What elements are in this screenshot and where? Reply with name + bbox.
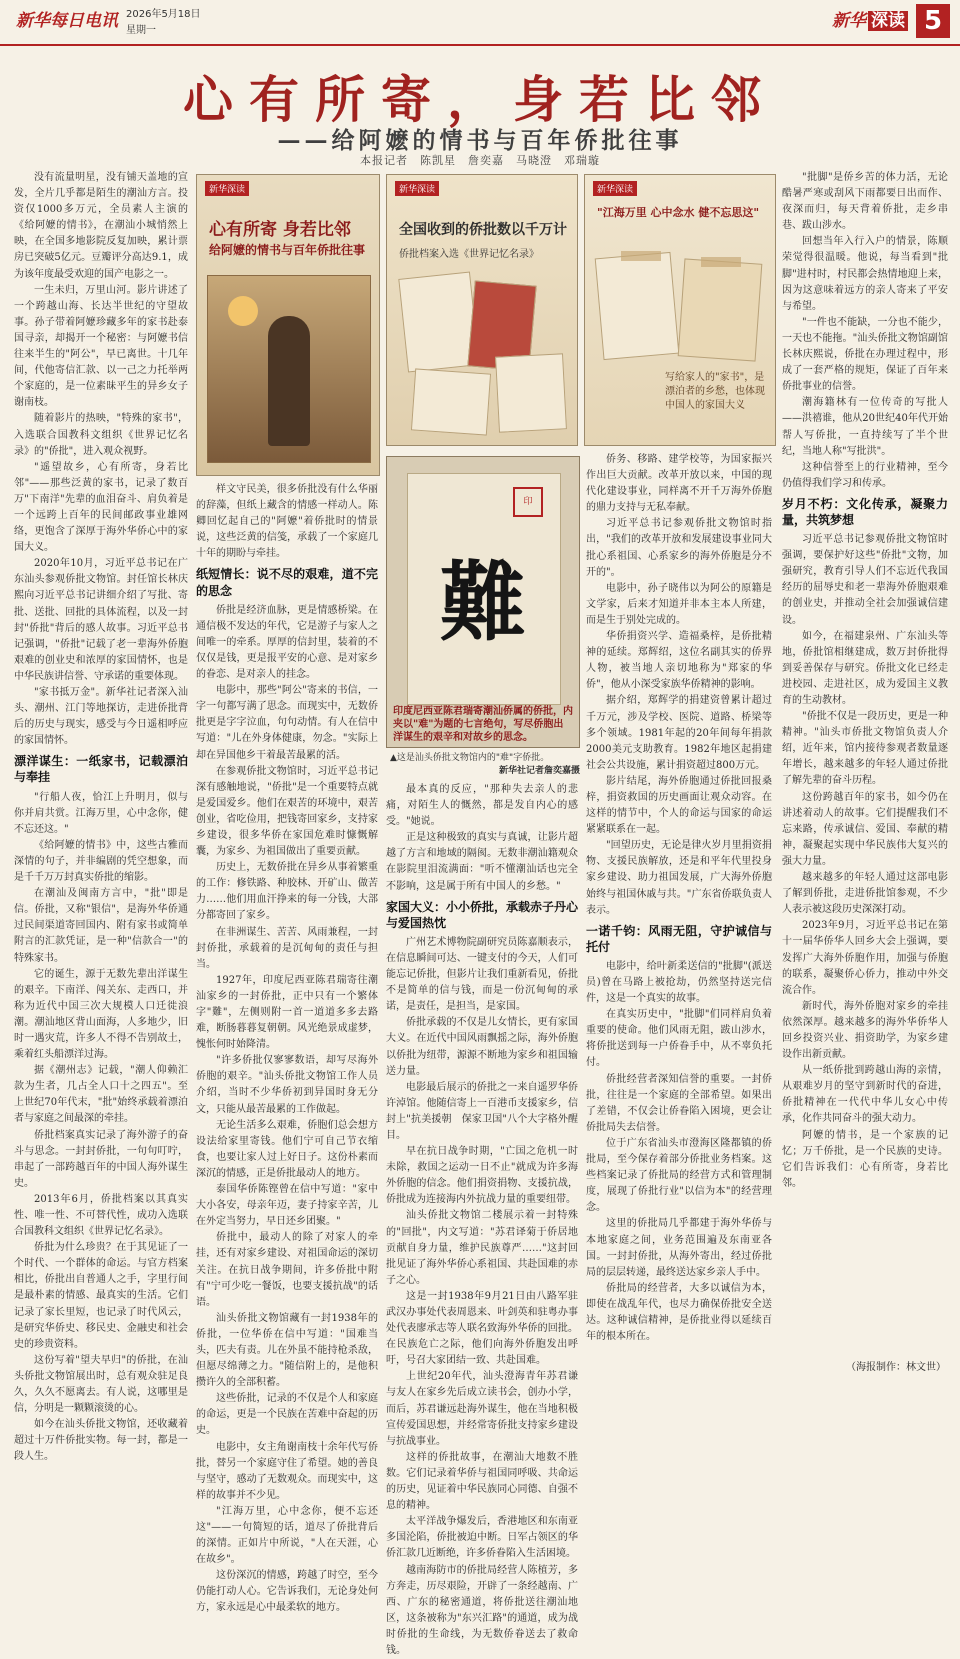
section-heading: 岁月不朽：文化传承，凝聚力量，共筑梦想: [782, 496, 948, 528]
poster-card-3: [584, 174, 776, 446]
paragraph: 在潮汕及闽南方言中，"批"即是信。侨批，又称"银信"，是海外华侨通过民间渠道寄回国内、附有家书或简单附言的汇款凭证，是一种"信款合一"的特殊家书。: [14, 886, 188, 966]
poster-card-2: [386, 174, 578, 446]
paragraph: 新时代，海外侨胞对家乡的牵挂依然深厚。越来越多的海外华侨华人回乡投资兴业、捐资助学，为家乡建设作出新贡献。: [782, 999, 948, 1063]
paragraph: 这份跨越百年的家书，如今仍在讲述着动人的故事。它们提醒我们不忘来路，传承诚信、爱国、奉献的精神，凝聚起实现中华民族伟大复兴的强大力量。: [782, 790, 948, 870]
article-column-5: [782, 170, 948, 1354]
paragraph: "批脚"是侨乡苦的体力活，无论酷暑严寒或刮风下雨都要日出而作、夜深而归，每天背着侨批，走乡串巷、跋山涉水。: [782, 170, 948, 234]
paragraph: 华侨捐资兴学、造福桑梓，是侨批精神的延续。郑辉绍，这位名副其实的侨界人物，被当地人亲切地称为"郑家的华侨"，他从小深受家族华侨精神的影响。: [586, 629, 772, 693]
paragraph: 侨批是经济血脉，更是情感桥梁。在通信极不发达的年代，它是游子与家人之间唯一的牵系。厚厚的信封里，装着的不仅仅是钱，更是报平安的心意、是对家乡的眷恋、是对亲人的挂念。: [196, 603, 378, 683]
article-column-1: [14, 170, 188, 1370]
paragraph: 泰国华侨陈铿曾在信中写道："家中大小各安，母亲年迈，妻子持家辛苦，儿在外定当努力，早日还乡团聚。": [196, 1182, 378, 1230]
paragraph: "一件也不能缺，一分也不能少，一天也不能拖。"汕头侨批文物馆副馆长林庆熙说，侨批在办理过程中，形成了一套严格的规矩，保证了百年来侨批事业的信誉。: [782, 315, 948, 395]
paragraph: 样文守民美，很多侨批没有什么华丽的辞藻，但纸上藏含的情感一样动人。陈卿回忆起自己的"阿嬷"着侨批时的情景说，这些泛黄的信笺，承载了一个家庭几十年的期盼与牵挂。: [196, 482, 378, 562]
paragraph: 2013年6月，侨批档案以其真实性、唯一性、不可替代性，成功入选联合国教科文组织《世界记忆名录》。: [14, 1192, 188, 1240]
paragraph: 随着影片的热映，"特殊的家书"，入选联合国教科文组织《世界记忆名录》的"侨批"，进入观众视野。: [14, 411, 188, 459]
poster-slogan: "江海万里 心中念水 健不忘思这": [597, 205, 765, 221]
section-heading: 一诺千钧：风雨无阻，守护诚信与托付: [586, 923, 772, 955]
byline: 本报记者 陈凯星 詹奕嘉 马晓澄 邓瑞璇: [0, 152, 960, 168]
paragraph: 它的诞生，源于无数先辈出洋谋生的艰辛。下南洋、闯关东、走西口，并称为近代中国三次大规模人口迁徙浪潮。潮汕地区背山面海，人多地少，旧时一遇灾荒，许多人不得不告别故土，乘着红头船漂洋过海。: [14, 967, 188, 1064]
paragraph: 侨批局的经营者，大多以诚信为本，即使在战乱年代，也尽力确保侨批安全送达。这种诚信精神，是侨批业得以延续百年的根本所在。: [586, 1281, 772, 1345]
issue-weekday: 星期一: [126, 21, 156, 36]
paragraph: 太平洋战争爆发后，香港地区和东南亚多国沦陷，侨批被迫中断。日军占领区的华侨汇款几近断绝，许多侨眷陷入生活困境。: [386, 1514, 578, 1562]
paragraph: 正是这种极致的真实与真诚，让影片超越了方言和地域的隔阂。无数非潮汕籍观众在影院里泪流满面："听不懂潮汕话也完全不影响，这是属于所有中国人的乡愁。": [386, 830, 578, 894]
paragraph: 这是一封1938年9月21日由八路军驻武汉办事处代表周恩来、叶剑英和驻粤办事处代表廖承志等人联名致海外华侨的回批。在民族危亡之际，他们向海外侨胞发出呼吁，号召大家团结一致、共赴国难。: [386, 1289, 578, 1369]
paragraph: "遥望故乡，心有所寄，身若比邻"——那些泛黄的家书，记录了数百万"下南洋"先辈的血泪奋斗、肩负着是一个远跨上百年的民间邮政事业雄网络，更饱含了深厚于海外华侨心中的家国大义。: [14, 460, 188, 557]
qiaopi-character: 難: [417, 533, 549, 657]
paragraph: 上世纪20年代，汕头澄海青年苏君谦与友人在家乡先后成立读书会，创办小学，而后，苏君谦远赴海外谋生，他在当地积极宣传爱国思想，并经常寄侨批支持家乡建设与抗战事业。: [386, 1369, 578, 1449]
paragraph: 在真实历史中，"批脚"们同样肩负着重要的使命。他们风雨无阻，跋山涉水，将侨批送到每一户侨眷手中，从不辜负托付。: [586, 1007, 772, 1071]
poster-subtitle: 给阿嬷的情书与百年侨批往事: [209, 241, 365, 258]
paragraph: 位于广东省汕头市澄海区隆都镇的侨批局，至今保存着部分侨批业务档案。这些档案记录了侨批局的经营方式和管理制度，展现了侨批行业"以信为本"的经营理念。: [586, 1136, 772, 1216]
photo-caption: ▲这是汕头侨批文物馆内的"难"字侨批。: [390, 750, 580, 763]
paragraph: "行船人夜，恰江上升明月，似与你并肩共赏。江海万里，心中念你，健不忘还这。": [14, 790, 188, 838]
poster-title: 全国收到的侨批数以千万计: [399, 219, 567, 239]
envelope-illustration: [495, 353, 567, 432]
paragraph: 汕头侨批文物馆二楼展示着一封特殊的"回批"，内文写道："苏君译菊于侨居地贡献自身力量，维护民族尊严……"这封回批见证了海外华侨心系祖国、共赴国难的赤子之心。: [386, 1208, 578, 1288]
paragraph: 电影最后展示的侨批之一来自遥罗华侨许淖馆。他随信寄上一百港币支援家乡，信封上"抗美援朝 保家卫国"八个大字格外醒目。: [386, 1080, 578, 1144]
paragraph: "回望历史，无论是律火岁月里捐资捐物、支援民族解放，还是和平年代里投身家乡建设、助力祖国发展，广大海外侨胞始终与祖国休戚与共。"广东省侨联负责人表示。: [586, 838, 772, 918]
section-heading: 漂洋谋生：一纸家书，记载漂泊与奉挂: [14, 753, 188, 785]
paragraph: 电影中，那些"阿公"寄来的书信，一字一句都写满了思念。而现实中，无数侨批更是字字泣血，句句动情。有人在信中写道："儿在外身体健康，勿念。"实际上却在异国他乡干着最苦最累的活。: [196, 683, 378, 763]
figure-silhouette: [268, 316, 310, 446]
paragraph: 习近平总书记参观侨批文物馆时强调，要保护好这些"侨批"文物，加强研究，教育引导人们不忘近代我国经历的屈辱史和老一辈海外侨胞艰难的创业史，并推动全社会加强诚信建设。: [782, 532, 948, 629]
article-column-3: [386, 782, 578, 1370]
paragraph: 历史上，无数侨批在异乡从事着繁重的工作：修铁路、种胶林、开矿山、做苦力……他们用血汗挣来的每一分钱，大部分都寄回了家乡。: [196, 860, 378, 924]
paragraph: "家书抵万金"。新华社记者深入汕头、潮州、江门等地探访，走进侨批背后的历史与现实，感受与今日遥相呼应的家国情怀。: [14, 685, 188, 749]
paragraph: 汕头侨批文物馆藏有一封1938年的侨批，一位华侨在信中写道："国难当头，匹夫有责。儿在外虽不能持枪杀敌，但愿尽绵薄之力。"随信附上的，是他积攒许久的全部积蓄。: [196, 1311, 378, 1391]
poster-illustration: [207, 275, 371, 463]
section-heading: 纸短情长：说不尽的艰难，道不完的思念: [196, 566, 378, 598]
paragraph: 2020年10月，习近平总书记在广东汕头参观侨批文物馆。封任馆长林庆熙向习近平总书记讲细介绍了写批、寄批、送批、回批的具体流程，以及一封封"侨批"背后的感人故事。习近平总书记强调，"侨批"记载了老一辈海外侨胞艰难的创业史和浓厚的家国情怀，也是中华民族讲信誉、守承诺的重要体现。: [14, 556, 188, 685]
poster-caption: 写给家人的"家书"，是漂泊者的乡愁，也体现中国人的家国大义: [665, 371, 765, 413]
paragraph: 侨批承载的不仅是儿女情长，更有家国大义。在近代中国风雨飘摇之际，海外侨胞以侨批为纽带，源源不断地为家乡和祖国输送力量。: [386, 1015, 578, 1079]
article-column-2: [196, 482, 378, 1370]
letter-illustration: [678, 258, 763, 361]
paragraph: 回想当年入行入户的情景，陈顺荣觉得很温暖。他说，每当看到"批脚"进村时，村民都会热情地迎上来，因为这意味着远方的亲人寄来了平安与希望。: [782, 234, 948, 314]
photo-inner-caption: 印度尼西亚陈君瑞寄潮汕侨属的侨批，内夹以"难"为题的七言绝句，写尽侨胞出洋谋生的艰辛和对故乡的思念。: [393, 705, 573, 744]
paragraph: 早在抗日战争时期，"亡国之危机一时未除，救国之运动一日不止"就成为许多海外侨胞的信念。他们捐资捐物、支援抗战，侨批成为连接海内外抗战力量的重要纽带。: [386, 1144, 578, 1208]
headline-subtitle: ——给阿嬷的情书与百年侨批往事: [0, 122, 960, 155]
paragraph: 电影中，女主角谢南枝十余年代写侨批，替另一个家庭守住了希望。她的善良与坚守，感动了无数观众。而现实中，这样的故事并不少见。: [196, 1440, 378, 1504]
tape-strip: [621, 251, 661, 261]
paragraph: 《给阿嬷的情书》中，这些古雅而深情的句子，并非编剧的凭空想象，而是千千万万封真实侨批的缩影。: [14, 838, 188, 886]
paragraph: 越来越多的年轻人通过这部电影了解到侨批，走进侨批馆参观，不少人表示被这段历史深深打动。: [782, 870, 948, 918]
poster-tag: 新华深读: [205, 181, 249, 196]
editor-credit: （海报制作：林文世）: [846, 1358, 946, 1373]
paragraph: "许多侨批仅寥寥数语，却写尽海外侨胞的艰辛。"汕头侨批文物馆工作人员介绍，当时不少华侨初到异国时身无分文，只能从最苦最累的工作做起。: [196, 1053, 378, 1117]
issue-date: 2026年5月18日: [126, 5, 201, 20]
paragraph: "江海万里，心中念你，便不忘还这"——一句简短的话，道尽了侨批背后的深情。正如片中所说，"人在天涯，心在故乡"。: [196, 1504, 378, 1568]
paragraph: 侨务、移路、建学校等，为国家振兴作出巨大贡献。改革开放以来，中国的现代化建设事业，同样离不开千万海外侨胞的鼎力支持与无私奉献。: [586, 452, 772, 516]
poster-tag: 新华深读: [593, 181, 637, 196]
paragraph: 习近平总书记参观侨批文物馆时指出，"我们的改革开放和发展建设事业同大批心系祖国、心系家乡的海外侨胞是分不开的"。: [586, 516, 772, 580]
envelope-illustration: [411, 368, 491, 435]
poster-tag: 新华深读: [395, 181, 439, 196]
paragraph: 在非洲谋生、苦苦、风雨兼程，一封封侨批，承载着的是沉甸甸的责任与担当。: [196, 925, 378, 973]
paragraph: 这份写着"望夫早归"的侨批，在汕头侨批文物馆展出时，总有观众驻足良久，久久不愿离去。有人说，这哪里是信，分明是一颗颗滚烫的心。: [14, 1353, 188, 1417]
paragraph: 这里的侨批局几乎都建于海外华侨与本地家庭之间，业务范围遍及东南亚各国。一封封侨批，从海外寄出，经过侨批局的层层转递，最终送达家乡亲人手中。: [586, 1216, 772, 1280]
section-brand-right: 深读: [868, 11, 908, 31]
paragraph: 侨批为什么珍贵？在于其见证了一个时代、一个群体的命运。与官方档案相比，侨批出自普通人之手，字里行间是最朴素的情感、最真实的生活。它们记录了家长里短，也记录了时代风云，是研究华侨史、移民史、金融史和社会史的珍贵资料。: [14, 1240, 188, 1353]
paragraph: 影片结尾，海外侨胞通过侨批回报桑梓，捐资救国的历史画面让观众动容。在这样的情节中，个人的命运与国家的命运紧紧联系在一起。: [586, 774, 772, 838]
paragraph: 没有流量明星，没有铺天盖地的宣发，全片几乎都是陌生的潮汕方言。投资仅1000多万元，全员素人主演的《给阿嬷的情书》，在潮汕小城悄然上映，在全国多地影院反复加映，累计票房已突破5亿元。豆瓣评分高达9.1，成为该年度最受欢迎的国产电影之一。: [14, 170, 188, 283]
paragraph: 1927年，印度尼西亚陈君瑞寄往潮汕家乡的一封侨批，正中只有一个繁体字"難"，左侧则附一首一道道多多去路难，断肠暮暮复朝朝。风光绝景成虚梦，愧怅何时始降清。: [196, 973, 378, 1053]
masthead: [0, 0, 960, 46]
headline-title: 心有所寄，身若比邻: [0, 60, 960, 132]
paragraph: 广州艺术博物院副研究员陈嘉顺表示，在信息瞬间可达、一键支付的今天，人们可能忘记侨批，但影片让我们重新看见，侨批不是简单的信与钱，而是一份沉甸甸的承诺，是责任，是担当，是家国。: [386, 935, 578, 1015]
paragraph: 越南海防市的侨批局经营人陈植芳，多方奔走，历尽艰险，开辟了一条经越南、广西、广东的秘密通道，将侨批送往潮汕地区，这条被称为"东兴汇路"的通道，成为战时侨批的生命线，为无数侨眷送去了救命钱。: [386, 1563, 578, 1659]
paragraph: 2023年9月，习近平总书记在第十一届华侨华人回乡大会上强调，要发挥广大海外侨胞作用，加强与侨胞的联系，凝聚侨心侨力，推动中外交流合作。: [782, 918, 948, 998]
poster-card-1: [196, 174, 380, 476]
paragraph: 这些侨批，记录的不仅是个人和家庭的命运，更是一个民族在苦难中奋起的历史。: [196, 1391, 378, 1439]
paragraph: 电影中，给叶新柔送信的"批脚"(派送员)曾在马路上被抢劫，仍然坚持送完信件，这是一个真实的故事。: [586, 959, 772, 1007]
poster-subtitle: 侨批档案入选《世界记忆名录》: [399, 245, 539, 260]
paragraph: "侨批不仅是一段历史，更是一种精神。"汕头市侨批文物馆负责人介绍，近年来，馆内接待参观者数量逐年增长，越来越多的年轻人通过侨批了解先辈的奋斗历程。: [782, 709, 948, 789]
section-heading: 家国大义：小小侨批，承载赤子丹心与爱国热忱: [386, 899, 578, 931]
paragraph: 如今在汕头侨批文物馆，还收藏着超过十万件侨批实物。每一封，都是一段人生。: [14, 1417, 188, 1465]
paragraph: 据《潮州志》记载，"潮人仰赖汇款为生者，几占全人口十之四五"。至上世纪70年代末，"批"始终承载着漂泊者与家庭之间最深的牵挂。: [14, 1063, 188, 1127]
paragraph: 如今，在福建泉州、广东汕头等地，侨批馆相继建成，数万封侨批得到妥善保存与研究。侨批文化已经走进校园、走进社区，成为爱国主义教育的生动教材。: [782, 629, 948, 709]
lamp-glow: [228, 296, 258, 326]
paragraph: 侨批档案真实记录了海外游子的奋斗与思念。一封封侨批，一句句叮咛，串起了一部跨越百年的中国人海外谋生史。: [14, 1128, 188, 1192]
paragraph: 最本真的反应，"那种失去亲人的悲痛，对陌生人的慨然，都是发自内心的感受。"她说。: [386, 782, 578, 830]
article-column-4: [586, 452, 772, 1370]
paragraph: 这样的侨批故事，在潮汕大地数不胜数。它们记录着华侨与祖国同呼吸、共命运的历史，见证着中华民族同心同德、自强不息的精神。: [386, 1450, 578, 1514]
paragraph: 一生未归，万里山河。影片讲述了一个跨越山海、长达半世纪的守望故事。孙子带着阿嬷珍藏多年的家书赴泰国寻亲，却揭开一个秘密：与阿嬷书信往来半生的"阿公"，早已离世。十几年间，代他寄信汇款、以一己之力托举两个家庭的，是一位素昧平生的异乡女子谢南枝。: [14, 283, 188, 412]
page-number: 5: [916, 4, 950, 38]
paragraph: 侨批中，最动人的除了对家人的牵挂，还有对家乡建设、对祖国命运的深切关注。在抗日战争期间，许多侨批中附有"宁可少吃一餐饭，也要支援抗战"的话语。: [196, 1230, 378, 1310]
section-brand-left: 新华: [832, 11, 866, 31]
section-brand: [832, 6, 908, 31]
newspaper-name: 新华每日电讯: [16, 6, 118, 31]
paragraph: 这种信誉至上的行业精神，至今仍值得我们学习和传承。: [782, 460, 948, 492]
paragraph: 潮海籍林有一位传奇的写批人——洪禧谁，他从20世纪40年代开始帮人写侨批，一直持续写了半个世纪，当地人称"写批洪"。: [782, 395, 948, 459]
photo-credit: 新华社记者詹奕嘉摄: [470, 763, 580, 776]
paragraph: 这份深沉的情感，跨越了时空，至今仍能打动人心。它告诉我们，无论身处何方，家永远是心中最柔软的地方。: [196, 1568, 378, 1616]
paragraph: 在参观侨批文物馆时，习近平总书记深有感触地说，"侨批"是一个重要特点就是爱国爱乡。他们在艰苦的环境中，艰苦创业，省吃俭用，把钱寄回家乡，支持家乡建设，很多华侨在家国危难时慷慨解囊，为家乡、为祖国做出了重要贡献。: [196, 764, 378, 861]
paragraph: 侨批经营者深知信誉的重要。一封侨批，往往是一个家庭的全部希望。如果出了差错，不仅会让侨眷陷入困境，更会让侨批局失去信誉。: [586, 1072, 772, 1136]
paragraph: 电影中，孙子晓伟以为阿公的原籍是文学家，后来才知道并非本主本人所建，而是生于别处完成的。: [586, 581, 772, 629]
paragraph: 无论生活多么艰难，侨胞们总会想方设法给家里寄钱。他们宁可自己节衣缩食，也要让家人过上好日子。这份朴素而深沉的情感，正是侨批最动人的地方。: [196, 1118, 378, 1182]
letter-illustration: [595, 252, 680, 360]
paragraph: 阿嬷的情书，是一个家族的记忆；万千侨批，是一个民族的史诗。它们告诉我们：心有所寄，身若比邻。: [782, 1128, 948, 1192]
red-seal-icon: 印: [513, 487, 543, 517]
qiaopi-photo: [386, 456, 580, 748]
paragraph: 据介绍，郑辉学的捐建资曾累计超过千万元，涉及学校、医院、道路、桥梁等多个领域。1981年起的20年间每年捐款2000美元支助教育。1982年地区起捐建社会公共设施，累计捐资超过800万元。: [586, 693, 772, 773]
tape-strip: [701, 257, 741, 267]
paragraph: 从一纸侨批到跨越山海的亲情，从艰难岁月的坚守到新时代的奋进，侨批精神在一代代中华儿女心中传承，化作共同奋斗的强大动力。: [782, 1063, 948, 1127]
poster-title: 心有所寄 身若比邻: [209, 215, 351, 240]
